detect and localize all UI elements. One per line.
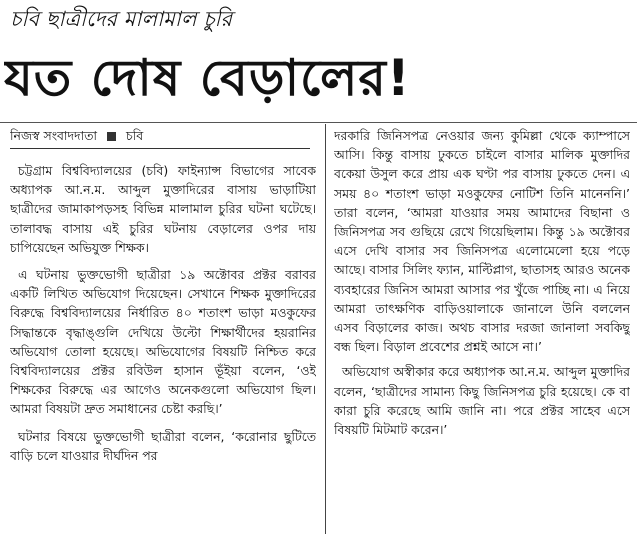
headline: যত দোষ বেড়ালের! [4,49,411,107]
byline [10,126,316,146]
byline-reporter: নিজস্ব সংবাদদাতা [10,128,98,143]
paragraph: অভিযোগ অস্বীকার করে অধ্যাপক আ.ন.ম. আব্দুল মুক্তাদির বলেন, ‘ছাত্রীদের সামান্য কিছু জিনিসপত্র চুরি হয়েছে। কে বা কারা চুরি করেছে আমি জানি না। পরে প্রক্টর সাহেব এসে বিষয়টি মিটমাট করেন।’ [334,364,630,438]
kicker: চবি ছাত্রীদের মালামাল চুরি [10,7,233,31]
column-divider [325,124,326,534]
paragraph: এ ঘটনায় ভুক্তভোগী ছাত্রীরা ১৯ অক্টোবর প্রক্টর বরাবর একটি লিখিত অভিযোগ দিয়েছেন। সেখানে শিক্ষক মুক্তাদিরের বিরুদ্ধে বিশ্ববিদ্যালয়ের নির্ধারিত ৪০ শতাংশ ভাড়া মওকুফের সিদ্ধান্তকে বৃদ্ধাঙ্গুলি দেখিয়ে উল্টো শিক্ষার্থীদের হয়রানির অভিযোগ তোলা হয়েছে। অভিযোগের বিষয়টি নিশ্চিত করে বিশ্ববিদ্যালয়ের প্রক্টর রবিউল হাসান ভূঁইয়া বলেন, ‘ওই শিক্ষকের বিরুদ্ধে এর আগেও অনেকগুলো অভিযোগ ছিল। আমরা বিষয়টা দ্রুত সমাধানের চেষ্টা করছি।’ [10,267,316,417]
paragraph: ঘটনার বিষয়ে ভুক্তভোগী ছাত্রীরা বলেন, ‘করোনার ছুটিতে বাড়ি চলে যাওয়ার দীর্ঘদিন পর [10,428,316,463]
header-rule [0,122,637,123]
square-bullet-icon [107,132,116,141]
byline-place: চবি [126,128,144,143]
paragraph: চট্টগ্রাম বিশ্ববিদ্যালয়ের (চবি) ফাইন্যান্স বিভাগের সাবেক অধ্যাপক আ.ন.ম. আব্দুল মুক্তাদিরের বাসায় ভাড়াটিয়া ছাত্রীদের জামাকাপড়সহ বিভিন্ন মালামাল চুরির ঘটনা ঘটেছে। তালাবদ্ধ বাসায় এই চুরির ঘটনায় বেড়ালের ওপর দায় চাপিয়েছেন অভিযুক্ত শিক্ষক। [10,163,316,255]
article-column-left [10,126,316,536]
byline-rule [10,148,310,149]
article-column-right [334,126,630,536]
paragraph: দরকারি জিনিসপত্র নেওয়ার জন্য কুমিল্লা থেকে ক্যাম্পাসে আসি। কিন্তু বাসায় ঢুকতে চাইলে বাসার মালিক মুক্তাদির বকেয়া উসুল করে প্রায় এক ঘণ্টা পর বাসায় ঢুকতে দেন। এ সময় ৪০ শতাংশ ভাড়া মওকুফের নোটিশ তিনি মানেননি।’ তারা বলেন, ‘আমরা যাওয়ার সময় আমাদের বিছানা ও জিনিসপত্র সব গুছিয়ে রেখে গিয়েছিলাম। কিন্তু ১৯ অক্টোবর এসে দেখি বাসার সব জিনিসপত্র এলোমেলো হয়ে পড়ে আছে। বাসার সিলিং ফ্যান, মাল্টিপ্লাগ, ছাতাসহ আরও অনেক ব্যবহারের জিনিস আমরা আসার পর খুঁজে পাচ্ছি না। এ নিয়ে আমরা তাৎক্ষণিক বাড়িওয়ালাকে জানালে উনি বললেন এসব বিড়ালের কাজ। অথচ বাসার দরজা জানালা সবকিছু বন্ধ ছিল। বিড়াল প্রবেশের প্রশ্নই আসে না।’ [334,128,630,355]
